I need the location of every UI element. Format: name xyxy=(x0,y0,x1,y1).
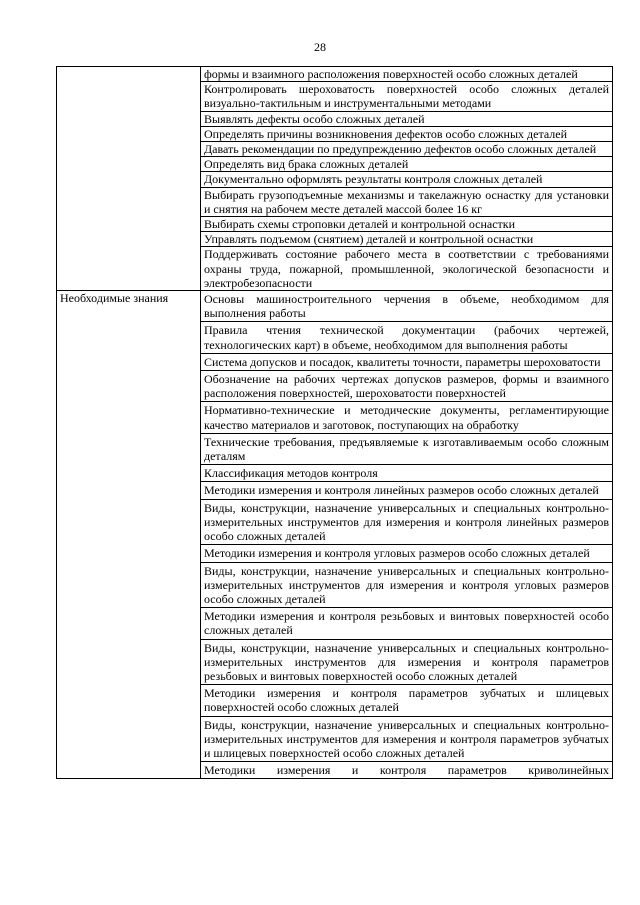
table-cell: Нормативно-технические и методические документы, регламентирующие качество материалов и заготовок, поступающих на обработку xyxy=(201,402,613,433)
table-row xyxy=(57,291,613,322)
table-cell: Обозначение на рабочих чертежах допусков размеров, формы и взаимного расположения поверхностей, шероховатости поверхностей xyxy=(201,371,613,402)
skills-label-cell xyxy=(57,67,201,291)
table-cell: Контролировать шероховатость поверхностей особо сложных деталей визуально-тактильным и инструментальными методами xyxy=(201,82,613,111)
table-cell: Давать рекомендации по предупреждению дефектов особо сложных деталей xyxy=(201,142,613,157)
table-cell: формы и взаимного расположения поверхностей особо сложных деталей xyxy=(201,67,613,82)
table-cell: Виды, конструкции, назначение универсальных и специальных контрольно-измерительных инструментов для измерения и контроля угловых размеров особо сложных деталей xyxy=(201,562,613,608)
table-cell: Методики измерения и контроля резьбовых и винтовых поверхностей особо сложных деталей xyxy=(201,608,613,639)
table-cell: Система допусков и посадок, квалитеты точности, параметры шероховатости xyxy=(201,353,613,370)
table-cell: Технические требования, предъявляемые к изготавливаемым особо сложным деталям xyxy=(201,433,613,464)
table-cell: Документально оформлять результаты контроля сложных деталей xyxy=(201,172,613,187)
table-cell: Основы машиностроительного черчения в объеме, необходимом для выполнения работы xyxy=(201,291,613,322)
table-row xyxy=(57,67,613,82)
knowledge-label: Необходимые знания xyxy=(57,291,201,779)
table-cell: Классификация методов контроля xyxy=(201,465,613,482)
table-cell: Выявлять дефекты особо сложных деталей xyxy=(201,111,613,126)
competency-table xyxy=(56,66,613,779)
table-cell: Выбирать схемы строповки деталей и контрольной оснастки xyxy=(201,217,613,232)
table-cell: Методики измерения и контроля линейных размеров особо сложных деталей xyxy=(201,482,613,499)
table-cell: Определять вид брака сложных деталей xyxy=(201,157,613,172)
table-cell: Поддерживать состояние рабочего места в соответствии с требованиями охраны труда, пожарной, промышленной, экологической безопасности и электробезопасности xyxy=(201,247,613,291)
table-cell: Управлять подъемом (снятием) деталей и контрольной оснастки xyxy=(201,232,613,247)
table-cell: Методики измерения и контроля угловых размеров особо сложных деталей xyxy=(201,545,613,562)
page-number: 28 xyxy=(314,40,326,54)
table-cell: Виды, конструкции, назначение универсальных и специальных контрольно-измерительных инструментов для измерения и контроля параметров зубчатых и шлицевых поверхностей особо сложных деталей xyxy=(201,716,613,762)
table-cell: Методики измерения и контроля параметров зубчатых и шлицевых поверхностей особо сложных деталей xyxy=(201,685,613,716)
table-cell: Правила чтения технической документации (рабочих чертежей, технологических карт) в объеме, необходимом для выполнения работы xyxy=(201,322,613,353)
table-cell: Виды, конструкции, назначение универсальных и специальных контрольно-измерительных инструментов для измерения и контроля параметров резьбовых и винтовых поверхностей особо сложных деталей xyxy=(201,639,613,685)
table-cell: Виды, конструкции, назначение универсальных и специальных контрольно-измерительных инструментов для измерения и контроля линейных размеров особо сложных деталей xyxy=(201,499,613,545)
table-cell: Методики измерения и контроля параметров криволинейных xyxy=(201,762,613,779)
table-cell: Определять причины возникновения дефектов особо сложных деталей xyxy=(201,126,613,141)
table-cell: Выбирать грузоподъемные механизмы и такелажную оснастку для установки и снятия на рабочем месте деталей массой более 16 кг xyxy=(201,187,613,216)
